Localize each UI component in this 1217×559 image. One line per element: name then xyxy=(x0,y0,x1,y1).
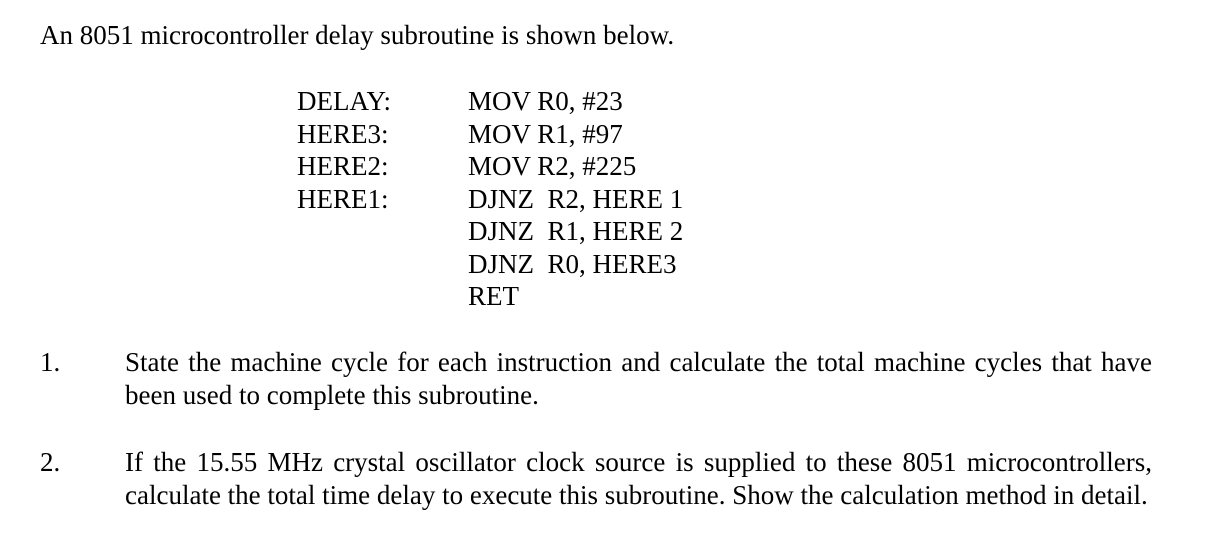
code-label: DELAY: xyxy=(297,86,392,116)
code-line xyxy=(297,85,683,118)
code-line xyxy=(297,118,683,151)
code-label xyxy=(297,215,468,248)
code-line xyxy=(297,150,683,183)
code-label: HERE2: xyxy=(297,151,389,181)
question-text: State the machine cycle for each instruction and calculate the total machine cycles that have been used to complete this subroutine. xyxy=(125,347,1152,410)
code-line xyxy=(297,248,683,281)
question-number: 2. xyxy=(40,447,61,477)
code-instruction: MOV R1, #97 xyxy=(468,118,623,149)
code-instruction: MOV R2, #225 xyxy=(468,151,637,181)
question-text: If the 15.55 MHz crystal oscillator clock source is supplied to these 8051 microcontrollers, calculate the total time delay to execute this subroutine. Show the calculation method in detail. xyxy=(125,447,1152,510)
intro-text: An 8051 microcontroller delay subroutine is shown below. xyxy=(40,20,675,50)
question-number: 1. xyxy=(40,347,61,377)
code-instruction: DJNZ R1, HERE 2 xyxy=(468,216,684,246)
code-label: HERE1: xyxy=(297,183,389,214)
code-label: HERE3: xyxy=(297,118,389,149)
code-instruction: DJNZ R0, HERE3 xyxy=(468,248,677,279)
code-line xyxy=(297,280,683,313)
code-instruction: RET xyxy=(468,281,519,311)
code-instruction: DJNZ R2, HERE 1 xyxy=(468,183,684,214)
code-line xyxy=(297,215,683,248)
code-label xyxy=(297,280,468,313)
code-instruction: MOV R0, #23 xyxy=(468,86,623,116)
code-label xyxy=(297,248,468,281)
code-line xyxy=(297,183,683,216)
code-listing xyxy=(297,85,683,313)
